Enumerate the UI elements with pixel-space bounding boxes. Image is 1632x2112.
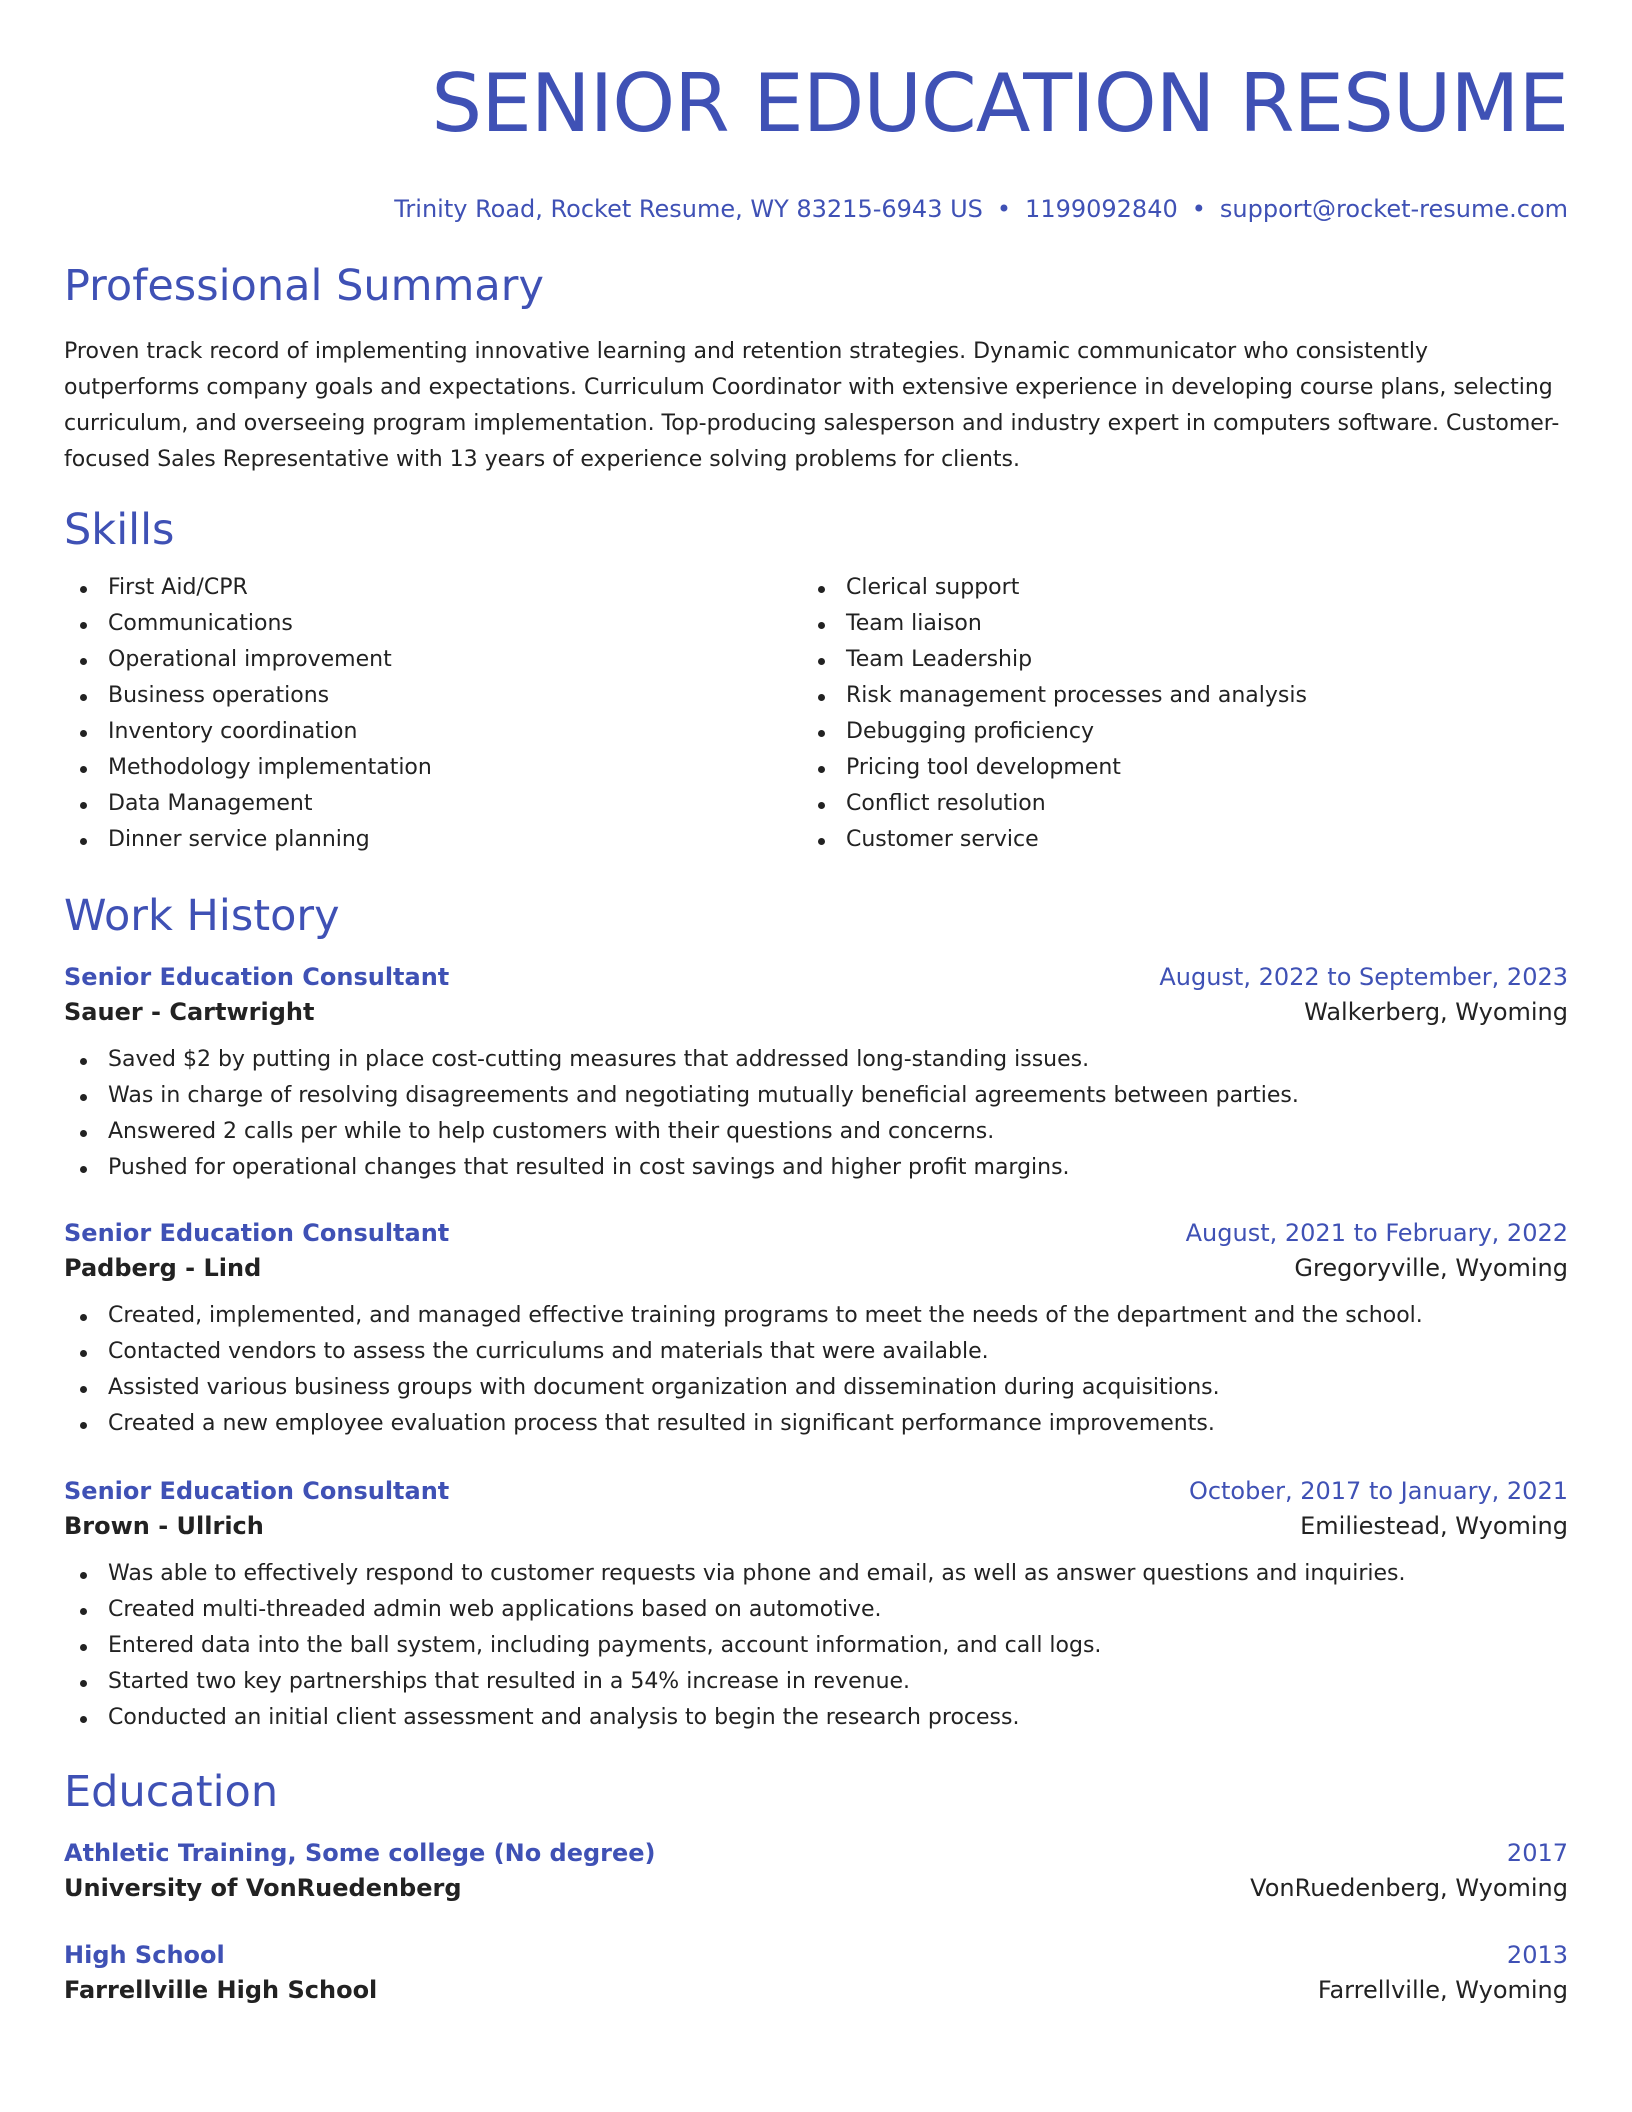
contact-separator: • bbox=[1191, 195, 1206, 223]
skill-item: Dinner service planning bbox=[64, 822, 802, 858]
job-company: Sauer - Cartwright bbox=[64, 998, 315, 1026]
contact-address: Trinity Road, Rocket Resume, WY 83215-6943 US bbox=[394, 195, 983, 223]
skill-item: Team liaison bbox=[802, 606, 1540, 642]
skill-item: Communications bbox=[64, 606, 802, 642]
skill-item: Debugging proficiency bbox=[802, 714, 1540, 750]
section-title-education: Education bbox=[64, 1767, 279, 1817]
section-title-work-history: Work History bbox=[64, 891, 340, 941]
skills-section bbox=[64, 502, 1568, 858]
skill-item: Data Management bbox=[64, 786, 802, 822]
skill-item: Team Leadership bbox=[802, 642, 1540, 678]
skill-item: Conflict resolution bbox=[802, 786, 1540, 822]
skill-item: Business operations bbox=[64, 678, 802, 714]
education-year: 2013 bbox=[1506, 1941, 1568, 1969]
job-bullets bbox=[64, 1556, 1568, 1736]
job-bullets bbox=[64, 1042, 1568, 1186]
job-bullet: Created multi-threaded admin web applications based on automotive. bbox=[64, 1592, 1568, 1628]
contact-line bbox=[64, 194, 1568, 224]
skills-columns bbox=[64, 570, 1568, 858]
skill-item: Customer service bbox=[802, 822, 1540, 858]
job-location: Emiliestead, Wyoming bbox=[1300, 1512, 1568, 1540]
resume-name: SENIOR EDUCATION RESUME bbox=[431, 57, 1568, 150]
job-company-row bbox=[64, 1508, 1568, 1544]
job-entry bbox=[64, 960, 1568, 1186]
summary-section bbox=[64, 258, 1568, 478]
skill-item: Pricing tool development bbox=[802, 750, 1540, 786]
job-title: Senior Education Consultant bbox=[64, 1477, 450, 1505]
job-title-row bbox=[64, 960, 1568, 994]
job-bullet: Saved $2 by putting in place cost-cutting measures that addressed long-standing issues. bbox=[64, 1042, 1568, 1078]
job-dates: August, 2021 to February, 2022 bbox=[1185, 1219, 1568, 1247]
job-bullet: Created a new employee evaluation process that resulted in significant performance improvements. bbox=[64, 1406, 1568, 1442]
job-title-row bbox=[64, 1216, 1568, 1250]
job-entry bbox=[64, 1216, 1568, 1442]
job-dates: August, 2022 to September, 2023 bbox=[1159, 963, 1568, 991]
education-degree-row bbox=[64, 1836, 1568, 1870]
education-school: Farrellville High School bbox=[64, 1976, 378, 2004]
job-bullet: Was able to effectively respond to customer requests via phone and email, as well as answer questions and inquiries. bbox=[64, 1556, 1568, 1592]
job-company: Padberg - Lind bbox=[64, 1254, 262, 1282]
job-bullets bbox=[64, 1298, 1568, 1442]
skills-list-right bbox=[802, 570, 1540, 858]
job-bullet: Created, implemented, and managed effective training programs to meet the needs of the department and the school. bbox=[64, 1298, 1568, 1334]
education-degree: High School bbox=[64, 1941, 225, 1969]
job-location: Gregoryville, Wyoming bbox=[1294, 1254, 1568, 1282]
job-company-row bbox=[64, 994, 1568, 1030]
education-year: 2017 bbox=[1506, 1839, 1568, 1867]
job-dates: October, 2017 to January, 2021 bbox=[1188, 1477, 1568, 1505]
education-entry bbox=[64, 1836, 1568, 1906]
job-bullet: Was in charge of resolving disagreements and negotiating mutually beneficial agreements between parties. bbox=[64, 1078, 1568, 1114]
job-bullet: Assisted various business groups with document organization and dissemination during acquisitions. bbox=[64, 1370, 1568, 1406]
education-entry bbox=[64, 1938, 1568, 2008]
skill-item: Inventory coordination bbox=[64, 714, 802, 750]
job-bullet: Contacted vendors to assess the curriculums and materials that were available. bbox=[64, 1334, 1568, 1370]
job-title-row bbox=[64, 1474, 1568, 1508]
contact-email: support@rocket-resume.com bbox=[1219, 195, 1568, 223]
section-title-skills: Skills bbox=[64, 505, 175, 555]
skills-list-left bbox=[64, 570, 802, 858]
skill-item: Methodology implementation bbox=[64, 750, 802, 786]
job-company-row bbox=[64, 1250, 1568, 1286]
education-location: VonRuedenberg, Wyoming bbox=[1250, 1874, 1568, 1902]
job-title: Senior Education Consultant bbox=[64, 1219, 450, 1247]
contact-separator: • bbox=[996, 195, 1012, 223]
job-bullet: Pushed for operational changes that resulted in cost savings and higher profit margins. bbox=[64, 1150, 1568, 1186]
contact-phone: 1199092840 bbox=[1025, 195, 1178, 223]
job-company: Brown - Ullrich bbox=[64, 1512, 264, 1540]
job-entry bbox=[64, 1474, 1568, 1736]
work-history-section bbox=[64, 888, 1568, 1736]
skill-item: Operational improvement bbox=[64, 642, 802, 678]
education-location: Farrellville, Wyoming bbox=[1317, 1976, 1568, 2004]
job-bullet: Answered 2 calls per while to help customers with their questions and concerns. bbox=[64, 1114, 1568, 1150]
education-school: University of VonRuedenberg bbox=[64, 1874, 462, 1902]
education-school-row bbox=[64, 1870, 1568, 1906]
skill-item: Clerical support bbox=[802, 570, 1540, 606]
job-bullet: Started two key partnerships that resulted in a 54% increase in revenue. bbox=[64, 1664, 1568, 1700]
education-degree: Athletic Training, Some college (No degree) bbox=[64, 1839, 656, 1867]
resume-header bbox=[64, 0, 1568, 224]
job-title: Senior Education Consultant bbox=[64, 963, 450, 991]
skill-item: Risk management processes and analysis bbox=[802, 678, 1540, 714]
job-location: Walkerberg, Wyoming bbox=[1304, 998, 1568, 1026]
job-bullet: Conducted an initial client assessment and analysis to begin the research process. bbox=[64, 1700, 1568, 1736]
summary-text: Proven track record of implementing innovative learning and retention strategies. Dynamic communicator who consistently outperforms company goals and expectations. Curriculum Coordinator with extensive experience in developing course plans, selecting curriculum, and overseeing program implementation. Top-producing salesperson and industry expert in computers software. Customer-focused Sales Representative with 13 years of experience solving problems for clients. bbox=[64, 339, 1560, 472]
education-section bbox=[64, 1764, 1568, 2008]
section-title-summary: Professional Summary bbox=[64, 261, 544, 311]
education-degree-row bbox=[64, 1938, 1568, 1972]
education-school-row bbox=[64, 1972, 1568, 2008]
skill-item: First Aid/CPR bbox=[64, 570, 802, 606]
job-bullet: Entered data into the ball system, including payments, account information, and call logs. bbox=[64, 1628, 1568, 1664]
